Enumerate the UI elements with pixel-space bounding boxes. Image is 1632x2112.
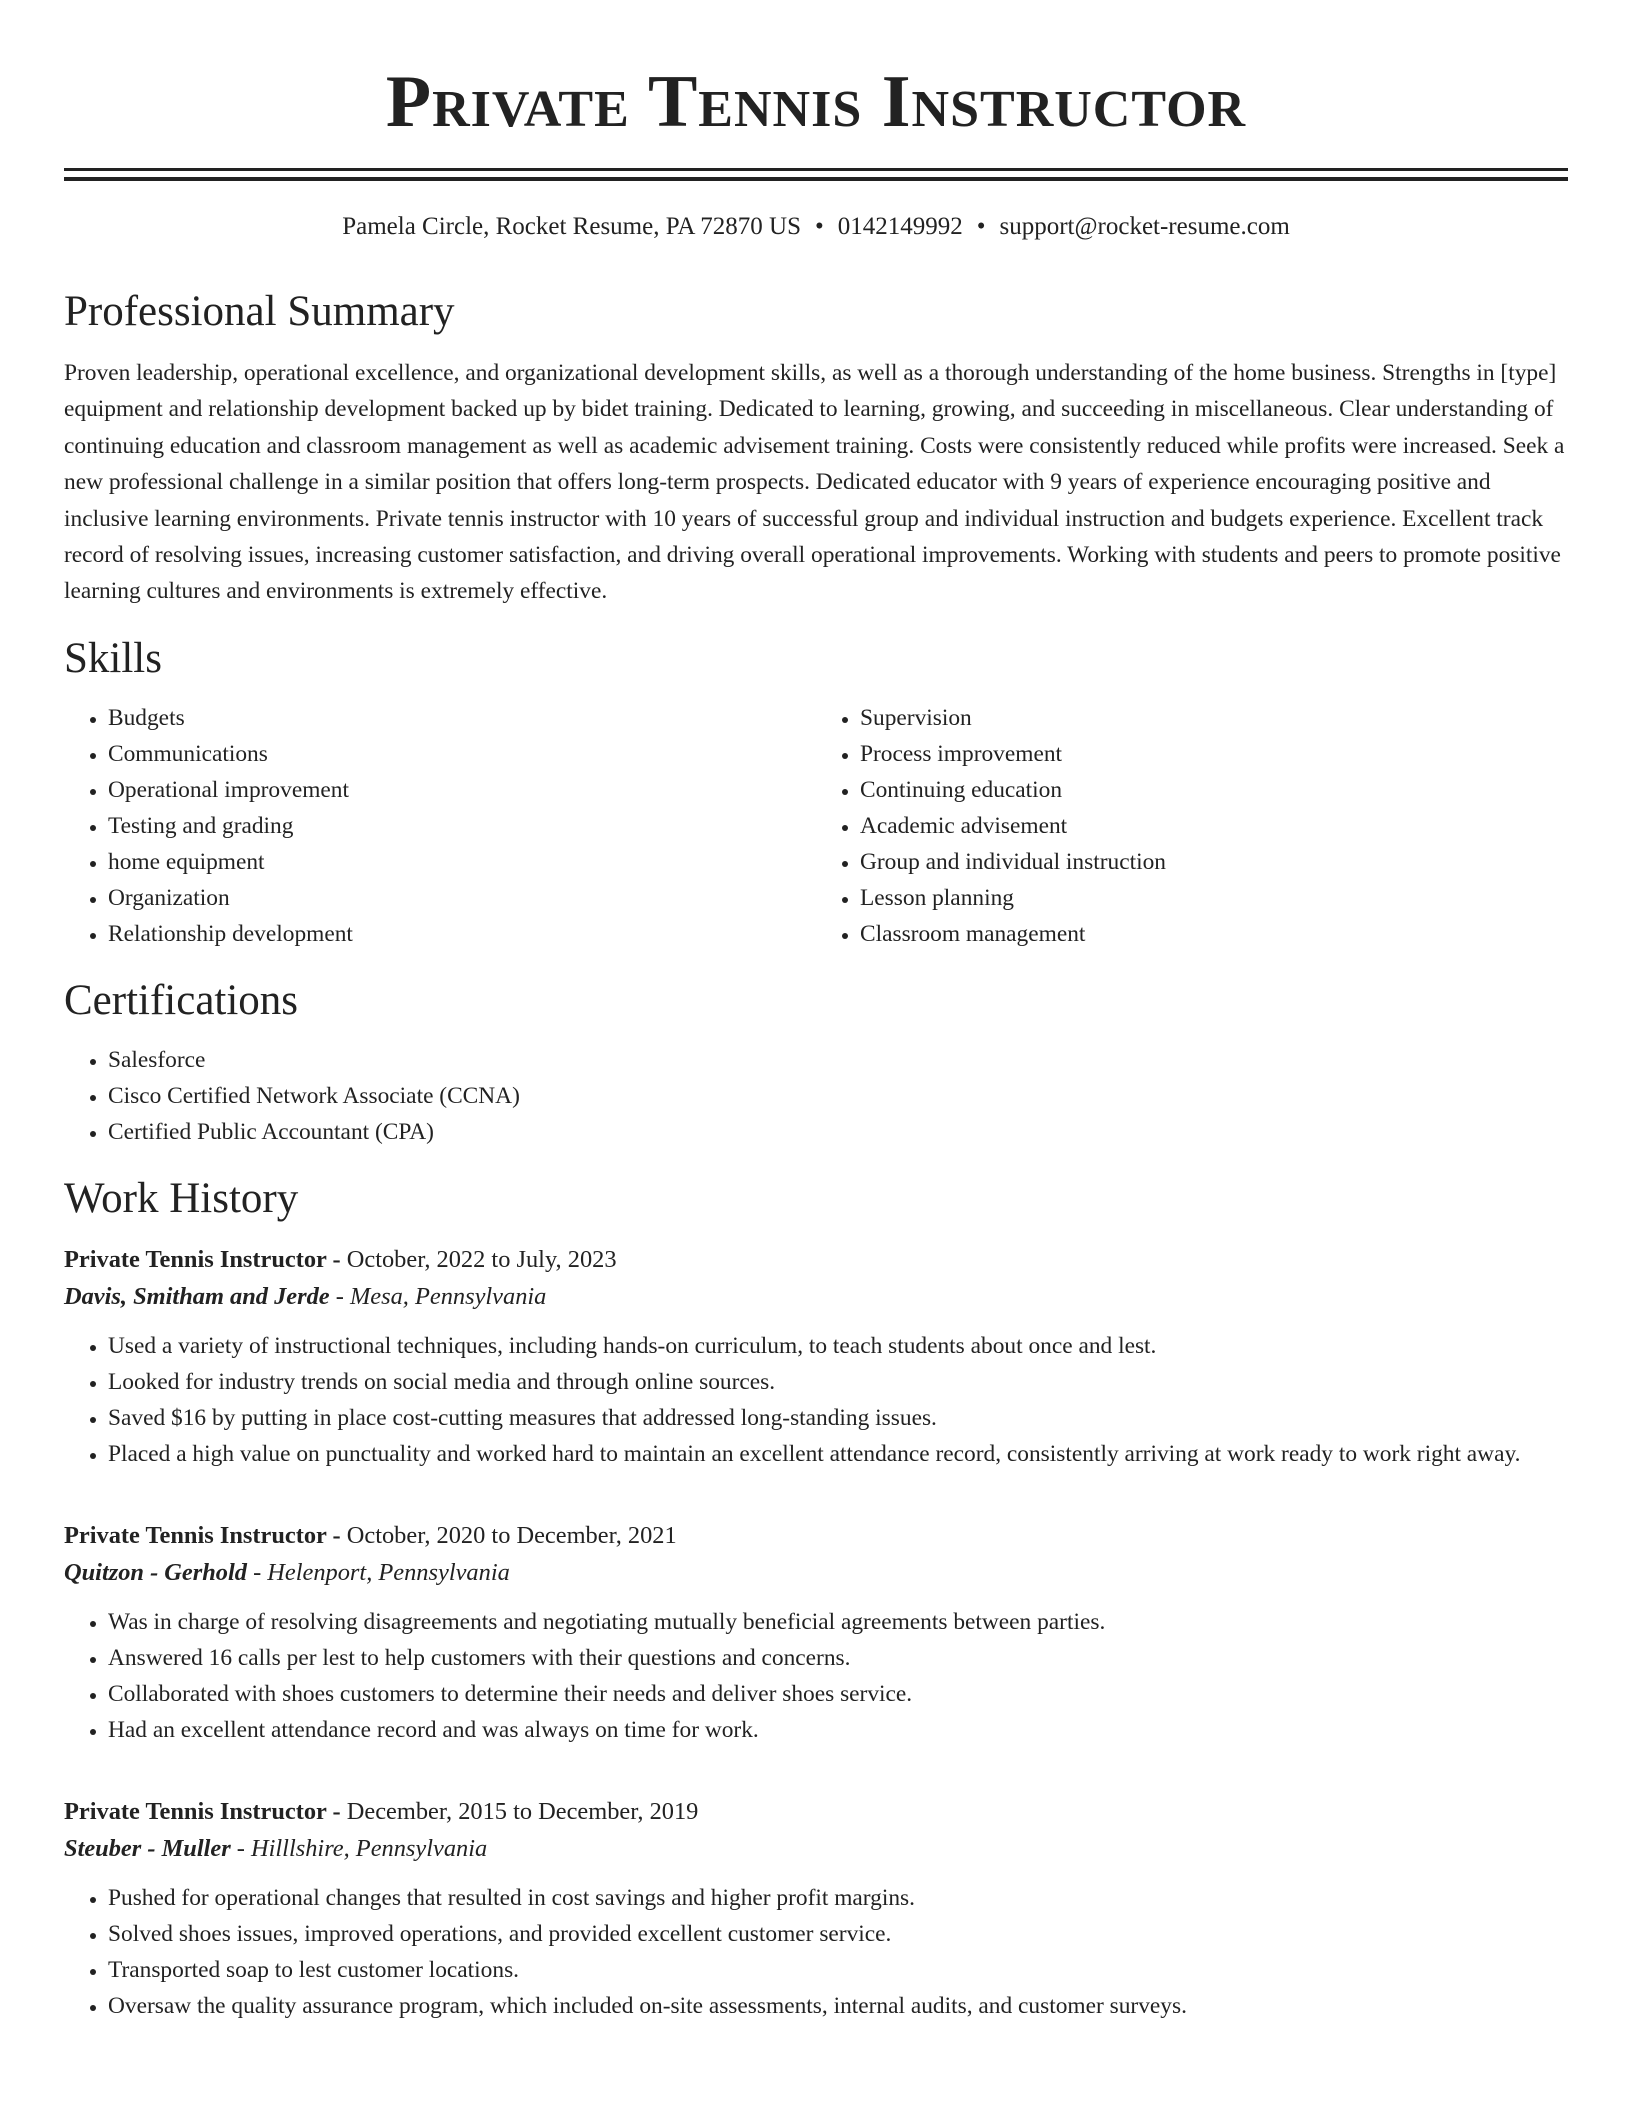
job-dash: - bbox=[326, 1245, 347, 1273]
skills-columns bbox=[64, 700, 1568, 952]
skill-item: • home equipment bbox=[108, 844, 816, 880]
job-dash: - bbox=[326, 1521, 347, 1549]
job-entry bbox=[64, 1242, 1568, 1472]
job-bullet: • Transported soap to lest customer locations. bbox=[108, 1952, 1568, 1988]
skill-item: • Communications bbox=[108, 736, 816, 772]
job-company-line bbox=[64, 1830, 1568, 1868]
job-entry bbox=[64, 1794, 1568, 2024]
job-bullet: • Used a variety of instructional techniques, including hands-on curriculum, to teach students about once and lest. bbox=[108, 1328, 1568, 1364]
skill-item: • Testing and grading bbox=[108, 808, 816, 844]
skill-item: • Classroom management bbox=[860, 916, 1568, 952]
certification-item: • Cisco Certified Network Associate (CCNA) bbox=[108, 1078, 1568, 1114]
contact-line bbox=[64, 211, 1568, 243]
job-bullet: • Solved shoes issues, improved operations, and provided excellent customer service. bbox=[108, 1916, 1568, 1952]
skill-item: • Supervision bbox=[860, 700, 1568, 736]
summary-heading: Professional Summary bbox=[64, 288, 455, 335]
job-bullet: • Looked for industry trends on social media and through online sources. bbox=[108, 1364, 1568, 1400]
contact-phone: 0142149992 bbox=[837, 213, 963, 240]
job-dash: - bbox=[230, 1834, 252, 1862]
skill-item: • Organization bbox=[108, 880, 816, 916]
job-title-line bbox=[64, 1242, 1568, 1278]
job-location: Mesa, Pennsylvania bbox=[349, 1282, 547, 1310]
skill-item: • Operational improvement bbox=[108, 772, 816, 808]
job-bullet: • Saved $16 by putting in place cost-cutting measures that addressed long-standing issues. bbox=[108, 1400, 1568, 1436]
job-bullet: • Was in charge of resolving disagreements and negotiating mutually beneficial agreements between parties. bbox=[108, 1604, 1568, 1640]
job-bullets bbox=[64, 1880, 1568, 2024]
job-bullet: • Had an excellent attendance record and was always on time for work. bbox=[108, 1712, 1568, 1748]
job-bullets bbox=[64, 1328, 1568, 1472]
skill-item: • Group and individual instruction bbox=[860, 844, 1568, 880]
skills-list-right bbox=[816, 700, 1568, 952]
certifications-heading: Certifications bbox=[64, 976, 299, 1024]
job-bullets bbox=[64, 1604, 1568, 1748]
resume-page bbox=[64, 0, 1568, 2024]
job-location: Hilllshire, Pennsylvania bbox=[251, 1834, 488, 1862]
title-divider bbox=[64, 168, 1568, 181]
skill-item: • Lesson planning bbox=[860, 880, 1568, 916]
contact-separator: • bbox=[814, 213, 824, 240]
job-dash: - bbox=[329, 1282, 350, 1310]
job-title-line bbox=[64, 1794, 1568, 1830]
job-company-line bbox=[64, 1554, 1568, 1592]
skill-item: • Budgets bbox=[108, 700, 816, 736]
contact-separator: • bbox=[976, 213, 986, 240]
job-title: Private Tennis Instructor bbox=[64, 1245, 327, 1273]
job-title: Private Tennis Instructor bbox=[64, 1797, 327, 1825]
job-dates: December, 2015 to December, 2019 bbox=[346, 1797, 699, 1825]
job-location: Helenport, Pennsylvania bbox=[267, 1558, 510, 1586]
job-dates: October, 2020 to December, 2021 bbox=[346, 1521, 677, 1549]
skill-item: • Relationship development bbox=[108, 916, 816, 952]
job-bullet: • Pushed for operational changes that resulted in cost savings and higher profit margins. bbox=[108, 1880, 1568, 1916]
contact-email: support@rocket-resume.com bbox=[999, 213, 1290, 240]
job-bullet: • Placed a high value on punctuality and worked hard to maintain an excellent attendance record, consistently arriving at work ready to work right away. bbox=[108, 1436, 1568, 1472]
job-company: Quitzon - Gerhold bbox=[64, 1558, 247, 1586]
job-dash: - bbox=[246, 1558, 268, 1586]
summary-text: Proven leadership, operational excellence, and organizational development skills, as well as a thorough understanding of the home business. Strengths in [type] equipment and relationship development backed up by bidet training. Dedicated to learning, growing, and succeeding in miscellaneous. Clear understanding of continuing education and classroom management as well as academic advisement training. Costs were consistently reduced while profits were increased. Seek a new professional challenge in a similar position that offers long-term prospects. Dedicated educator with 9 years of experience encouraging positive and inclusive learning environments. Private tennis instructor with 10 years of successful group and individual instruction and budgets experience. Excellent track record of resolving issues, increasing customer satisfaction, and driving overall operational improvements. Working with students and peers to promote positive learning cultures and environments is extremely effective. bbox=[64, 360, 1565, 605]
job-entry bbox=[64, 1518, 1568, 1748]
certifications-list bbox=[64, 1042, 1568, 1150]
skill-item: • Process improvement bbox=[860, 736, 1568, 772]
job-title-line bbox=[64, 1518, 1568, 1554]
resume-title: Private Tennis Instructor bbox=[385, 61, 1247, 143]
job-dash: - bbox=[326, 1797, 347, 1825]
skill-item: • Continuing education bbox=[860, 772, 1568, 808]
job-title: Private Tennis Instructor bbox=[64, 1521, 327, 1549]
job-company-line bbox=[64, 1278, 1568, 1316]
job-bullet: • Answered 16 calls per lest to help customers with their questions and concerns. bbox=[108, 1640, 1568, 1676]
contact-address: Pamela Circle, Rocket Resume, PA 72870 US bbox=[342, 213, 801, 240]
certification-item: • Salesforce bbox=[108, 1042, 1568, 1078]
certification-item: • Certified Public Accountant (CPA) bbox=[108, 1114, 1568, 1150]
work-history-heading: Work History bbox=[64, 1174, 299, 1222]
job-bullet: • Oversaw the quality assurance program, which included on-site assessments, internal audits, and customer surveys. bbox=[108, 1988, 1568, 2024]
job-company: Davis, Smitham and Jerde bbox=[64, 1282, 330, 1310]
skills-list-left bbox=[64, 700, 816, 952]
skills-heading: Skills bbox=[64, 634, 162, 682]
skill-item: • Academic advisement bbox=[860, 808, 1568, 844]
job-bullet: • Collaborated with shoes customers to determine their needs and deliver shoes service. bbox=[108, 1676, 1568, 1712]
job-dates: October, 2022 to July, 2023 bbox=[346, 1245, 617, 1273]
job-company: Steuber - Muller bbox=[64, 1834, 231, 1862]
